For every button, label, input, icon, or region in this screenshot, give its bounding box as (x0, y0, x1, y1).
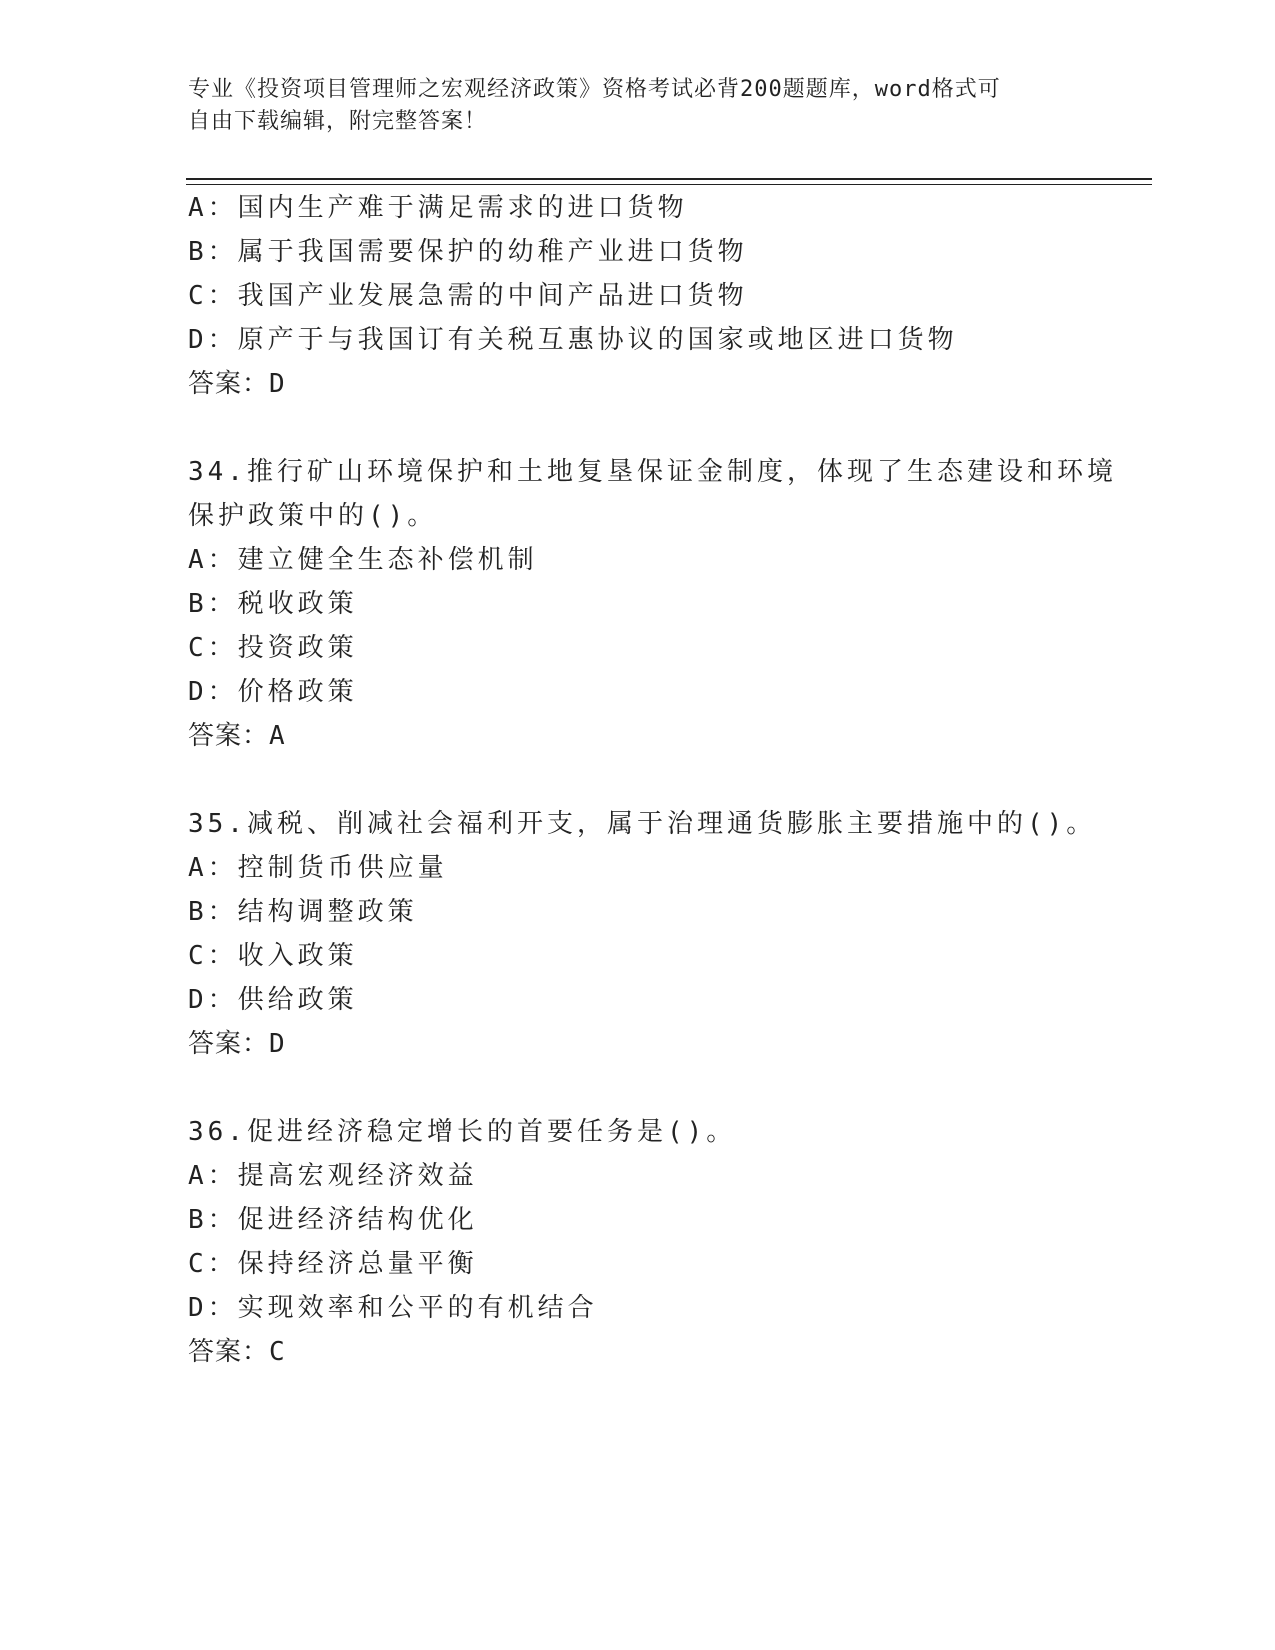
q33-answer: 答案：D (188, 369, 286, 399)
q36-option-d: D：实现效率和公平的有机结合 (188, 1293, 598, 1323)
q35-stem-line-1: 35.减税、削减社会福利开支，属于治理通货膨胀主要措施中的()。 (188, 809, 1097, 839)
q34-answer: 答案：A (188, 721, 286, 751)
q36-answer: 答案：C (188, 1337, 286, 1367)
q34-option-c: C：投资政策 (188, 633, 358, 663)
q34-option-a: A：建立健全生态补偿机制 (188, 545, 538, 575)
q34-stem-line-1: 34.推行矿山环境保护和土地复垦保证金制度，体现了生态建设和环境 (188, 457, 1117, 487)
header-divider-thick (186, 178, 1152, 180)
q36-option-a: A：提高宏观经济效益 (188, 1161, 478, 1191)
q33-option-c: C：我国产业发展急需的中间产品进口货物 (188, 281, 748, 311)
q33-option-d: D：原产于与我国订有关税互惠协议的国家或地区进口货物 (188, 325, 958, 355)
q36-stem-line-1: 36.促进经济稳定增长的首要任务是()。 (188, 1117, 737, 1147)
q36-option-b: B：促进经济结构优化 (188, 1205, 478, 1235)
q34-option-d: D：价格政策 (188, 677, 358, 707)
document-header (188, 74, 1088, 138)
q33-option-b: B：属于我国需要保护的幼稚产业进口货物 (188, 237, 748, 267)
q33-option-a: A：国内生产难于满足需求的进口货物 (188, 193, 688, 223)
q34-stem-line-2: 保护政策中的()。 (188, 501, 438, 531)
header-divider-thin (186, 184, 1152, 185)
header-line-2: 自由下载编辑，附完整答案！ (188, 109, 488, 134)
q36-option-c: C：保持经济总量平衡 (188, 1249, 478, 1279)
header-line-1: 专业《投资项目管理师之宏观经济政策》资格考试必背200题题库，word格式可 (188, 77, 1001, 102)
q35-option-c: C：收入政策 (188, 941, 358, 971)
q35-option-b: B：结构调整政策 (188, 897, 418, 927)
q35-option-d: D：供给政策 (188, 985, 358, 1015)
q35-answer: 答案：D (188, 1029, 286, 1059)
q34-option-b: B：税收政策 (188, 589, 358, 619)
q35-option-a: A：控制货币供应量 (188, 853, 448, 883)
